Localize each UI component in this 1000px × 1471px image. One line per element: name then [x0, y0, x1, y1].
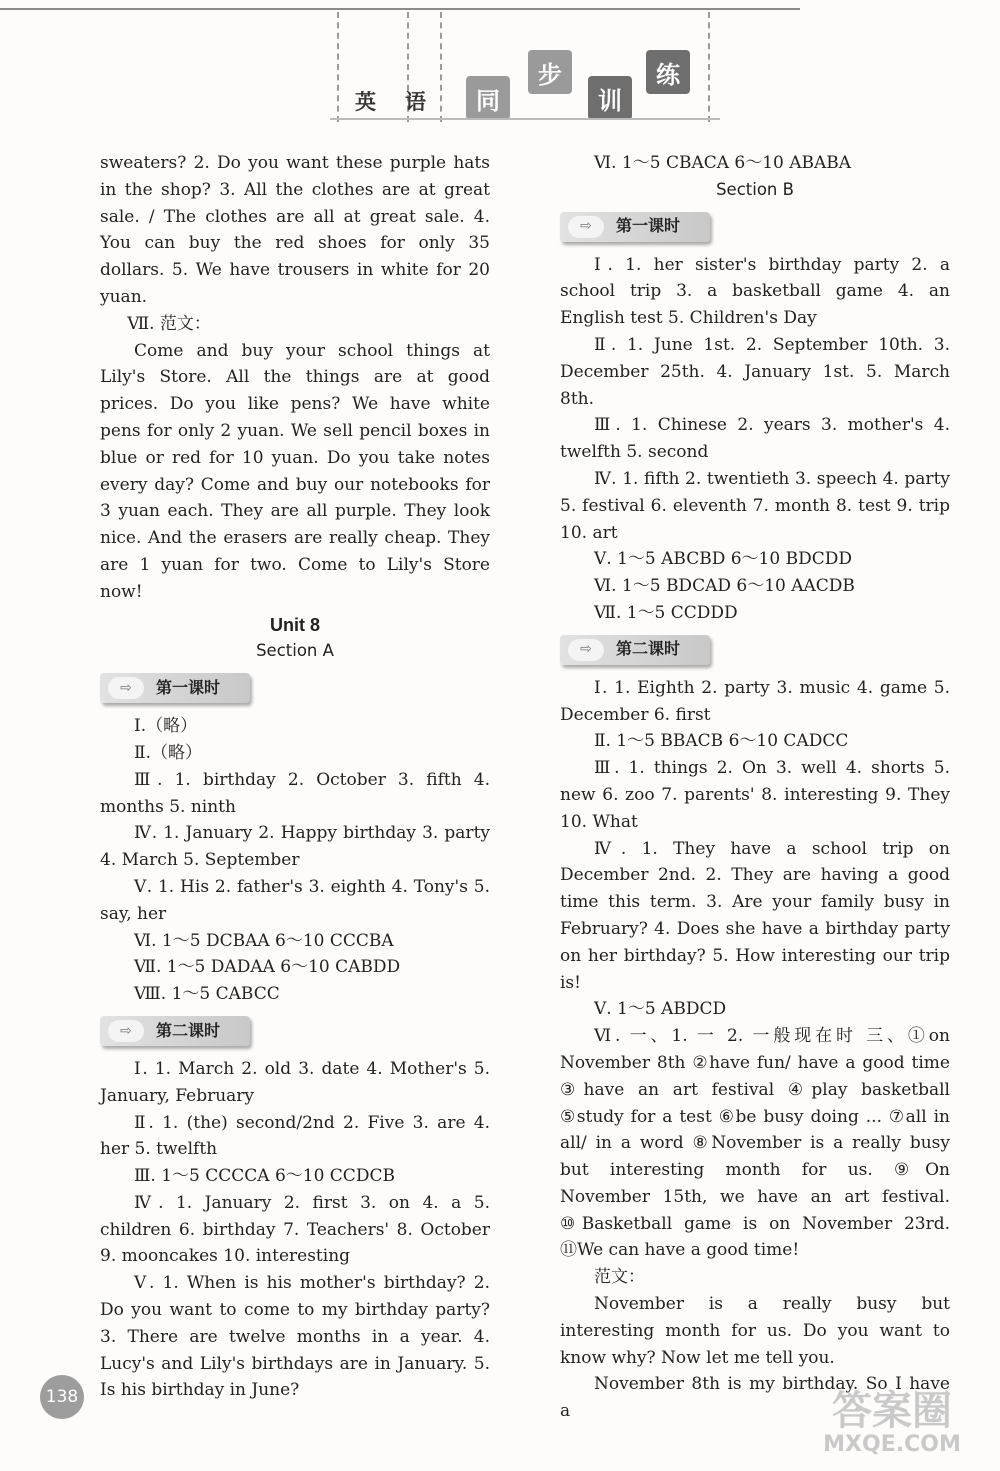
lesson-heading — [100, 673, 250, 703]
lesson-title: 第二课时 — [156, 1020, 221, 1040]
title-char-box: 同 — [466, 76, 510, 120]
lesson-title: 第一课时 — [156, 677, 221, 697]
header-base-rule — [330, 118, 720, 120]
answer-paragraph: Ⅲ. 1. Chinese 2. years 3. mother's 4. twelfth 5. second — [560, 415, 950, 463]
answer-paragraph: November 8th is my birthday. So I have a — [560, 1374, 950, 1422]
arrow-icon: ⇨ — [108, 1020, 144, 1042]
answer-paragraph: Ⅱ. 1～5 BBACB 6～10 CADCC — [594, 731, 849, 752]
answer-paragraph: Ⅴ. 1. When is his mother's birthday? 2. Do you want to come to my birthday party? 3. There are twelve months in a year. 4. Lucy's and Lily's birthdays are in January. 5. Is his birthday in June? — [100, 1273, 490, 1401]
title-char-box: 步 — [528, 50, 572, 94]
title-char-box: 练 — [646, 50, 690, 94]
subject-label: 语 — [405, 90, 426, 114]
lesson-heading — [560, 212, 710, 242]
answer-paragraph: November is a really busy but interesting month for us. Do you want to know why? Now let me tell you. — [560, 1294, 950, 1368]
section-title: Section A — [256, 641, 334, 661]
subject-label: 英 — [355, 90, 376, 114]
watermark — [802, 1387, 982, 1457]
answer-paragraph: Come and buy your school things at Lily's Store. All the things are at good prices. Do you like pens? We have white pens for only 2 yuan. We sell pencil boxes in blue or red for 10 yuan. Do you take notes every day? Come and buy our notebooks for 3 yuan each. They are all purple. They look nice. And the erasers are really cheap. They are 1 yuan for two. Come to Lily's Store now! — [100, 340, 490, 602]
header-divider — [337, 12, 339, 122]
answer-paragraph: sweaters? 2. Do you want these purple hats in the shop? 3. All the clothes are at great sale. / The clothes are all at great sale. 4. You can buy the red shoes for only 35 dollars. 5. We have trousers in white for 20 yuan. — [100, 153, 490, 307]
header-divider — [440, 12, 442, 122]
title-char-box: 训 — [588, 76, 632, 120]
answer-paragraph: Ⅶ. 1～5 CCDDD — [594, 602, 738, 623]
answer-paragraph: Ⅱ. 1. (the) second/2nd 2. Five 3. are 4. her 5. twelfth — [100, 1112, 490, 1160]
answer-paragraph: Ⅳ. 1. fifth 2. twentieth 3. speech 4. party 5. festival 6. eleventh 7. month 8. test 9. trip 10. art — [560, 468, 950, 543]
answer-paragraph: Ⅳ. 1. January 2. Happy birthday 3. party 4. March 5. September — [100, 823, 490, 871]
answer-paragraph: Ⅲ. 1. birthday 2. October 3. fifth 4. months 5. ninth — [100, 769, 490, 817]
answer-paragraph: Ⅴ. 1～5 ABCBD 6～10 BDCDD — [594, 549, 852, 570]
answer-paragraph: Ⅰ. 1. Eighth 2. party 3. music 4. game 5. December 6. first — [560, 677, 950, 725]
answer-paragraph: Ⅵ. 一、1. 一 2. 一般现在时 三、①on November 8th ②have fun/ have a good time ③have an art festival ④play basketball ⑤study for a test ⑥be busy doing ... ⑦all in all/ in a word ⑧November is a really busy but interesting month for us. ⑨On November 15th, we have an art festival. ⑩Basketball game is on November 23rd. ⑪We can have a good time! — [560, 1026, 950, 1261]
answer-paragraph: Ⅵ. 1～5 BDCAD 6～10 AACDB — [594, 576, 855, 597]
answer-paragraph: Ⅴ. 1. His 2. father's 3. eighth 4. Tony's 5. say, her — [100, 876, 490, 924]
arrow-icon: ⇨ — [568, 216, 604, 238]
answer-paragraph: Ⅰ. 1. March 2. old 3. date 4. Mother's 5. January, February — [100, 1058, 490, 1106]
answer-paragraph: Ⅲ. 1～5 CCCCA 6～10 CCDCB — [134, 1166, 395, 1187]
lesson-title: 第一课时 — [616, 216, 681, 236]
answer-paragraph: Ⅲ. 1. things 2. On 3. well 4. shorts 5. new 6. zoo 7. parents' 8. interesting 9. They 10. What — [560, 758, 950, 832]
lesson-heading — [560, 635, 710, 665]
header-rule — [0, 8, 800, 10]
answer-paragraph: Ⅴ. 1～5 ABDCD — [594, 999, 727, 1020]
page-number: 138 — [40, 1375, 84, 1419]
answer-paragraph: Ⅱ.（略） — [134, 742, 202, 763]
answer-paragraph: Ⅷ. 1～5 CABCC — [134, 984, 280, 1005]
lesson-title: 第二课时 — [616, 639, 681, 659]
right-column — [560, 150, 950, 1425]
answer-paragraph: Ⅵ. 1～5 DCBAA 6～10 CCCBA — [134, 930, 394, 951]
section-title: Section B — [716, 179, 794, 199]
answer-paragraph: Ⅶ. 1～5 DADAA 6～10 CABDD — [134, 957, 401, 978]
unit-title: Unit 8 — [269, 614, 320, 635]
answer-paragraph: Ⅳ. 1. They have a school trip on December 2nd. 2. They are having a good time this term. 3. Are your family busy in February? 4. Does she have a birthday party on her birthday? 5. How interesting our trip is! — [560, 838, 950, 993]
answer-paragraph: 范文： — [594, 1267, 645, 1288]
answer-paragraph: Ⅵ. 1～5 CBACA 6～10 ABABA — [594, 153, 852, 173]
answer-paragraph: Ⅰ.（略） — [134, 716, 198, 737]
answer-paragraph: Ⅱ. 1. June 1st. 2. September 10th. 3. December 25th. 4. January 1st. 5. March 8th. — [560, 334, 950, 409]
arrow-icon: ⇨ — [568, 639, 604, 661]
header-divider — [708, 12, 710, 122]
answer-paragraph: Ⅶ. 范文： — [127, 313, 211, 334]
watermark-url: MXQE.COM — [823, 1432, 961, 1457]
answer-paragraph: Ⅰ. 1. her sister's birthday party 2. a school trip 3. a basketball game 4. an English test 5. Children's Day — [560, 254, 950, 329]
watermark-logo: 答案圈 — [832, 1388, 952, 1434]
lesson-heading — [100, 1016, 250, 1046]
left-column — [100, 150, 490, 1404]
answer-paragraph: Ⅳ. 1. January 2. first 3. on 4. a 5. children 6. birthday 7. Teachers' 8. October 9. mooncakes 10. interesting — [100, 1192, 490, 1267]
arrow-icon: ⇨ — [108, 677, 144, 699]
